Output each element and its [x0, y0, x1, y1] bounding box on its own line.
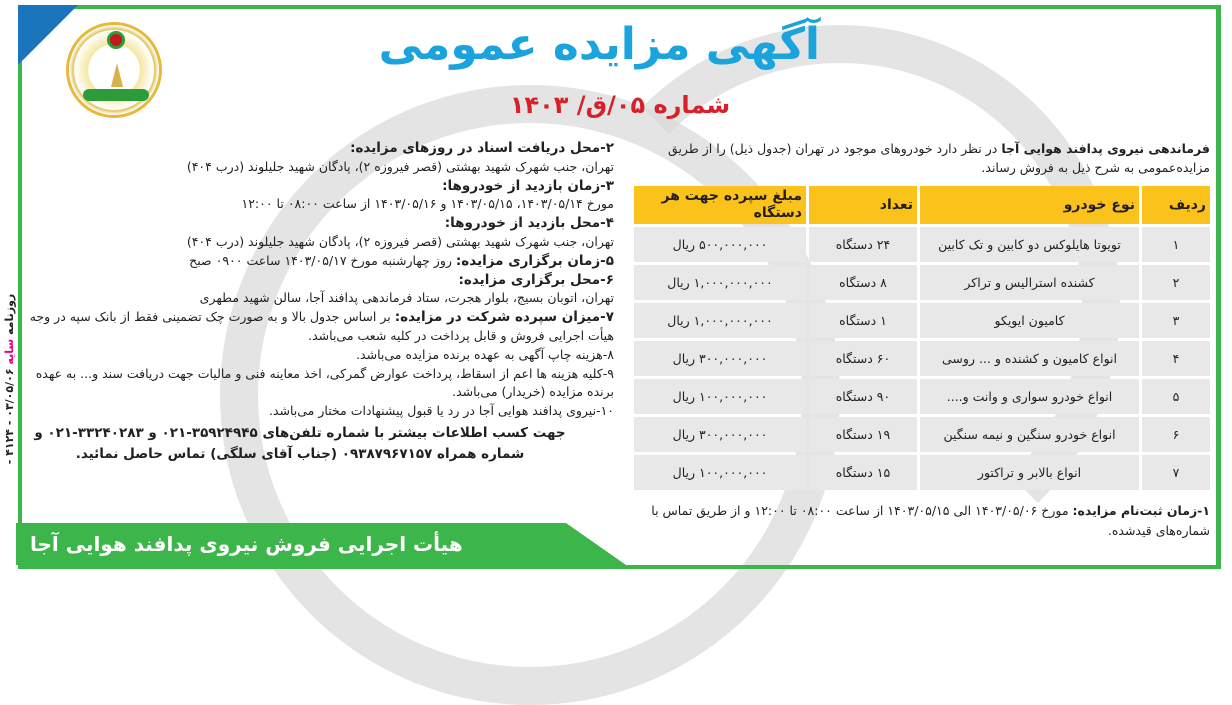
- paper-label: روزنامه: [3, 293, 16, 335]
- item-text: بر اساس جدول بالا و به صورت چک تضمینی فقط از بانک سپه در وجه هیأت اجرایی فروش و قابل پرداخت در کلیه شعب می‌باشد.: [29, 309, 614, 343]
- item-8: ۸-هزینه چاپ آگهی به عهده برنده مزایده می‌باشد.: [356, 346, 614, 362]
- table-cell: کشنده استرالیس و تراکر: [920, 265, 1139, 300]
- item-9: ۹-کلیه هزینه ها اعم از اسقاط، پرداخت عوارض گمرکی، اخذ معاینه فنی و مالیات جهت دریافت سند و... به عهده برنده مزایده (خریدار) می‌باشد.: [35, 365, 614, 400]
- footer-banner: هیأت اجرایی فروش نیروی پدافند هوایی آجا: [16, 523, 566, 565]
- vehicle-table: [631, 183, 1213, 493]
- table-cell: ۷: [1142, 455, 1210, 490]
- item-text: تهران، جنب شهرک شهید بهشتی (قصر فیروزه ۲)، پادگان شهید جلیلوند (درب ۴۰۴): [186, 233, 614, 249]
- contact-info: جهت کسب اطلاعات بیشتر با شماره تلفن‌های ۳۵۹۲۴۹۴۵-۰۲۱ و ۳۳۲۴۰۲۸۳-۰۲۱ و شماره همراه ۰۹۳۸۷۹۶۷۱۵۷ (جناب آقای سلگی) تماس حاصل نمائید.: [34, 424, 566, 462]
- item-heading: ۷-میزان سپرده شرکت در مزایده:: [394, 309, 614, 326]
- table-cell: ۱۹ دستگاه: [809, 417, 917, 452]
- table-cell: ۳۰۰,۰۰۰,۰۰۰ ریال: [634, 341, 806, 376]
- table-cell: ۳۰۰,۰۰۰,۰۰۰ ریال: [634, 417, 806, 452]
- table-cell: ۹۰ دستگاه: [809, 379, 917, 414]
- org-name: فرماندهی نیروی پدافند هوایی آجا: [1001, 141, 1210, 156]
- item-text: تهران، جنب شهرک شهید بهشتی (قصر فیروزه ۲)، پادگان شهید جلیلوند (درب ۴۰۴): [186, 158, 614, 174]
- table-cell: ۵: [1142, 379, 1210, 414]
- intro-text: [628, 139, 1210, 177]
- table-row: [634, 379, 1210, 414]
- table-cell: ۲۴ دستگاه: [809, 227, 917, 262]
- item-heading: ۳-زمان بازدید از خودروها:: [442, 177, 614, 194]
- table-cell: ۱ دستگاه: [809, 303, 917, 338]
- ad-frame: [18, 5, 1221, 569]
- intro-body: در نظر دارد خودروهای موجود در تهران (جدول ذیل) را از طریق مزایده‌عمومی به شرح ذیل به فروش رساند.: [668, 141, 1210, 175]
- table-cell: ۲: [1142, 265, 1210, 300]
- item-heading: ۱-زمان ثبت‌نام مزایده:: [1072, 503, 1210, 518]
- item-text: مورخ ۱۴۰۳/۰۵/۱۴، ۱۴۰۳/۰۵/۱۵ و ۱۴۰۳/۰۵/۱۶ از ساعت ۰۸:۰۰ تا ۱۲:۰۰: [241, 196, 614, 212]
- issue-info: ۰۳/۰۵/۰۶ - ۴۱۲۴ -: [3, 368, 16, 465]
- table-row: [634, 341, 1210, 376]
- logo-emblem: [66, 22, 162, 118]
- table-cell: کامیون ایویکو: [920, 303, 1139, 338]
- ad-title: آگهی مزایده عمومی: [378, 19, 820, 70]
- table-cell: انواع کامیون و کشنده و ... روسی: [920, 341, 1139, 376]
- item-heading: ۲-محل دریافت اسناد در روزهای مزایده:: [350, 140, 614, 156]
- table-cell: ۶: [1142, 417, 1210, 452]
- ad-number: شماره ۰۵/ق/ ۱۴۰۳: [509, 91, 731, 119]
- table-cell: انواع خودرو سنگین و نیمه سنگین: [920, 417, 1139, 452]
- table-cell: ۱۰۰,۰۰۰,۰۰۰ ریال: [634, 455, 806, 490]
- table-cell: ۵۰۰,۰۰۰,۰۰۰ ریال: [634, 227, 806, 262]
- item-1: [628, 501, 1210, 549]
- col-header: مبلغ سپرده جهت هر دستگاه: [634, 186, 806, 224]
- table-cell: انواع خودرو سواری و وانت و....: [920, 379, 1139, 414]
- col-header: تعداد: [809, 186, 917, 224]
- table-cell: ۸ دستگاه: [809, 265, 917, 300]
- newspaper-credit: [2, 230, 18, 530]
- table-cell: تویوتا هایلوکس دو کابین و تک کابین: [920, 227, 1139, 262]
- item-text: تهران، اتوبان بسیج، بلوار هجرت، ستاد فرماندهی پدافند آجا، سالن شهید مطهری: [199, 290, 614, 306]
- table-cell: انواع بالابر و تراکتور: [920, 455, 1139, 490]
- table-cell: ۱: [1142, 227, 1210, 262]
- col-header: ردیف: [1142, 186, 1210, 224]
- item-text: مورخ ۱۴۰۳/۰۵/۰۶ الی ۱۴۰۳/۰۵/۱۵ از ساعت ۰۸:۰۰ تا ۱۲:۰۰ و از طریق تماس با شماره‌های قیدشده.: [651, 503, 1210, 538]
- table-cell: ۱,۰۰۰,۰۰۰,۰۰۰ ریال: [634, 303, 806, 338]
- table-cell: ۳: [1142, 303, 1210, 338]
- table-row: [634, 455, 1210, 490]
- col-header: نوع خودرو: [920, 186, 1139, 224]
- paper-brand: سایه: [3, 338, 16, 365]
- table-row: [634, 265, 1210, 300]
- table-cell: ۱۵ دستگاه: [809, 455, 917, 490]
- item-10: ۱۰-نیروی پدافند هوایی آجا در رد یا قبول پیشنهادات مختار می‌باشد.: [268, 403, 614, 419]
- table-cell: ۱,۰۰۰,۰۰۰,۰۰۰ ریال: [634, 265, 806, 300]
- item-heading: ۶-محل برگزاری مزایده:: [458, 271, 614, 288]
- right-column: [628, 139, 1210, 565]
- item-text: روز چهارشنبه مورخ ۱۴۰۳/۰۵/۱۷ ساعت ۰۹۰۰ صبح: [189, 252, 456, 268]
- table-cell: ۶۰ دستگاه: [809, 341, 917, 376]
- table-row: [634, 303, 1210, 338]
- terms-column: [26, 139, 614, 565]
- item-heading: ۴-محل بازدید از خودروها:: [444, 215, 614, 232]
- table-row: [634, 417, 1210, 452]
- table-cell: ۱۰۰,۰۰۰,۰۰۰ ریال: [634, 379, 806, 414]
- table-cell: ۴: [1142, 341, 1210, 376]
- item-heading: ۵-زمان برگزاری مزایده:: [455, 252, 614, 269]
- table-row: [634, 227, 1210, 262]
